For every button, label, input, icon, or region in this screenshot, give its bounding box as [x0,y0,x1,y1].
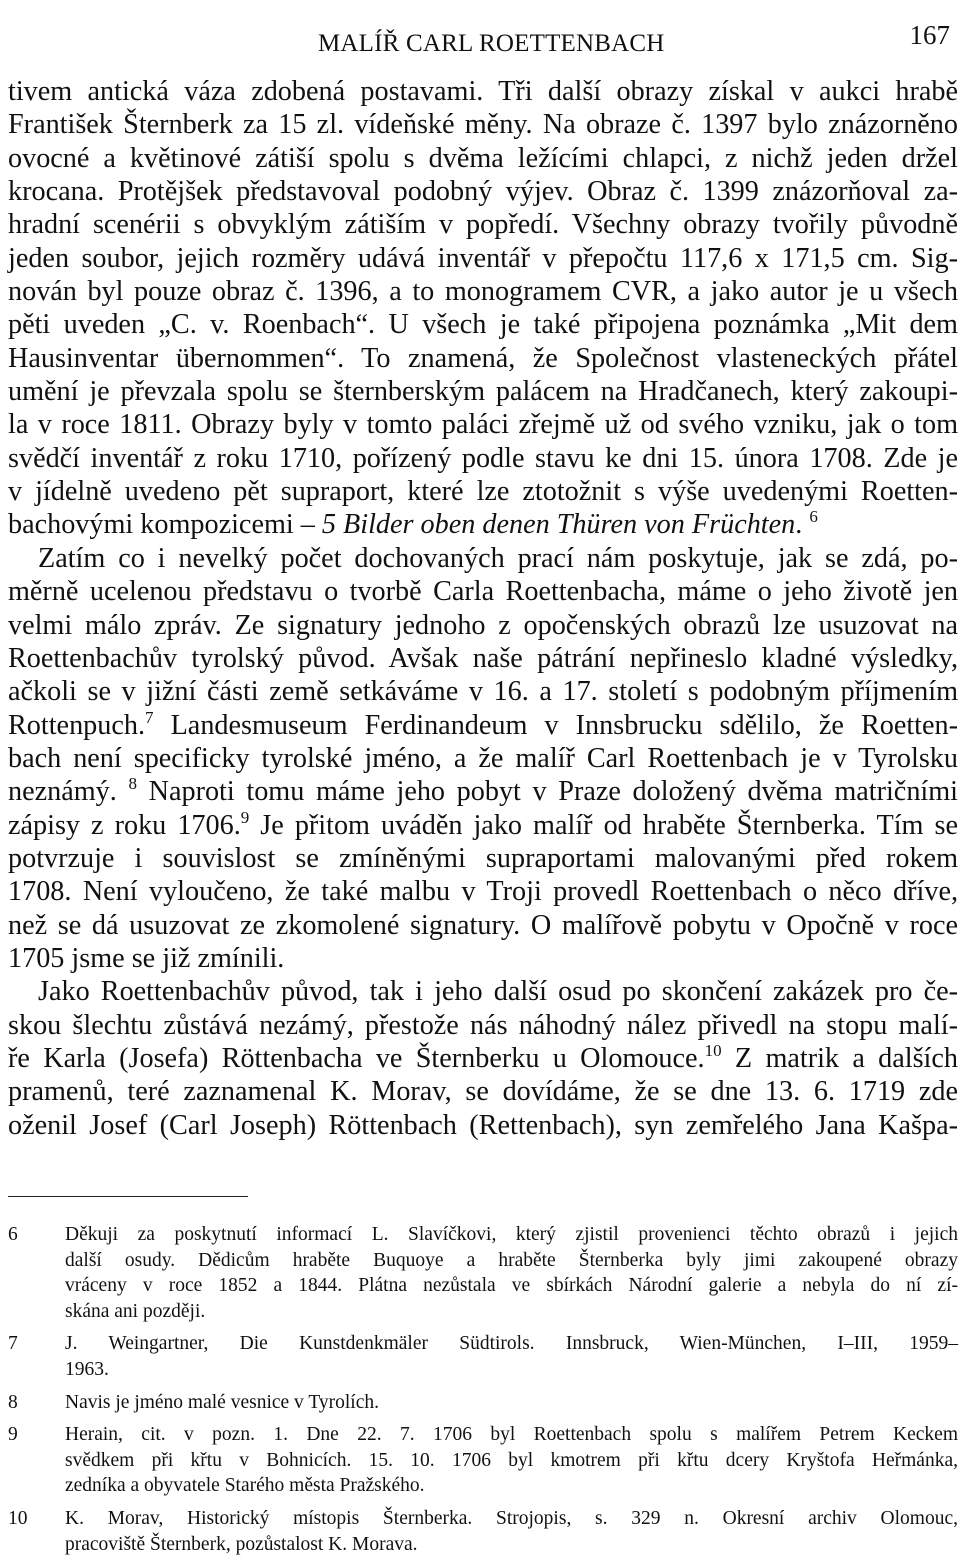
footnote-7 [8,1331,958,1382]
text-segment: Je přitom uváděn jako malíř od hraběte Šternberka. Tím se [249,809,958,841]
footnote-line: zedníka a obyvatele Starého města Pražského. [65,1475,425,1497]
text-segment: ře Karla (Josefa) Röttenbacha ve Šternberku u Olomouce. [8,1042,705,1074]
footnote-text [65,1390,958,1416]
footnote-ref-6: 6 [809,507,818,527]
footnote-number: 10 [8,1507,28,1529]
footnote-6 [8,1222,958,1324]
footnote-9 [8,1422,958,1499]
text-line [8,508,958,541]
footnotes [8,1222,958,1557]
text-segment: . [795,509,810,541]
footnote-number: 7 [8,1333,18,1355]
text-line: než se dá usuzovat ze zkomolené signatury. O malířově pobytu v Opočně v roce [8,909,958,941]
main-text [8,75,958,1142]
footnote-line: pracoviště Šternberk, pozůstalost K. Morava. [65,1533,418,1555]
text-line [8,809,958,842]
running-title: MALÍŘ CARL ROETTENBACH [318,30,665,57]
footnote-line: skána ani později. [65,1300,206,1322]
footnote-number: 8 [8,1391,18,1413]
footnote-line: Herain, cit. v pozn. 1. Dne 22. 7. 1706 byl Roettenbach spolu s malířem Petrem Keckem [65,1424,958,1446]
page-header [0,20,960,64]
footnote-ref-9: 9 [240,807,250,827]
text-line: Roettenbachův tyrolský původ. Avšak naše pátrání nepřineslo kladné výsledky, [8,642,958,674]
footnote-number: 9 [8,1424,18,1446]
text-line: v jídelně uvedeno pět supraport, které lze ztotožnit s výše uvedenými Roetten- [8,476,958,508]
text-line: pěti uveden „C. v. Roenbach“. U všech je také připojena poznámka „Mit dem [8,309,958,341]
text-segment: Rottenpuch. [8,709,146,741]
text-segment: Z matrik a dalších [721,1042,958,1074]
text-segment: zápisy z roku 1706. [8,809,241,841]
text-line: potvrzuje i souvislost se zmíněnými supraportami malovanými před rokem [8,842,958,874]
text-line: Zatím co i nevelký počet dochovaných prací nám poskytuje, jak se zdá, po- [38,542,958,574]
footnote-text [65,1331,958,1382]
text-line: hradní scenérii s obvyklým zátiším v popředí. Všechny obrazy tvořily původně [8,209,958,241]
text-line: 1708. Není vyloučeno, že také malbu v Troji provedl Roettenbach o něco dříve, [8,876,958,908]
text-line: Jako Roettenbachův původ, tak i jeho další osud po skončení zakázek pro če- [38,976,958,1008]
text-line: František Šternberk za 15 zl. vídeňské měny. Na obraze č. 1397 bylo znázorněno [8,109,958,141]
text-line: 1705 jsme se již zmínili. [8,942,285,974]
text-segment: Naproti tomu máme jeho pobyt v Praze doložený dvěma matričními [136,776,958,808]
text-line [8,709,958,742]
text-line: tivem antická váza zdobená postavami. Tři další obrazy získal v aukci hrabě [8,76,958,107]
footnote-10 [8,1506,958,1557]
text-line: ovocné a květinové zátiší spolu s dvěma ležícími chlapci, z nichž jeden držel [8,142,958,174]
text-line: oženil Josef (Carl Joseph) Röttenbach (Rettenbach), syn zemřelého Jana Kašpa- [8,1109,958,1141]
footnote-line: 1963. [65,1358,109,1380]
text-line: ačkoli se v jižní části země setkáváme v 16. a 17. století s podobným příjmením [8,676,958,708]
text-line [8,775,958,808]
text-segment: neznámý. [8,776,129,808]
footnote-line: další osudy. Dědicům hraběte Buquoye a hraběte Šternberka byly jimi zakoupené obrazy [65,1249,958,1271]
footnote-line: Navis je jméno malé vesnice v Tyrolích. [65,1391,379,1413]
text-line: pramenů, teré zaznamenal K. Morav, se dovídáme, že se dne 13. 6. 1719 zde [8,1076,958,1108]
footnote-ref-7: 7 [145,707,154,727]
footnote-line: Děkuji za poskytnutí informací L. Slavíčkovi, který zjistil provenienci těchto obrazů i jejich [65,1224,958,1245]
text-line [8,1042,958,1075]
footnote-line: J. Weingartner, Die Kunstdenkmäler Südtirols. Innsbruck, Wien-München, I–III, 1959– [65,1333,958,1355]
text-line: měrně ucelenou představu o tvorbě Carla Roettenbacha, máme o jeho životě jen [8,576,958,608]
footnote-text [65,1222,958,1324]
footnote-8 [8,1390,958,1416]
footnote-text [65,1422,958,1499]
footnote-text [65,1506,958,1557]
footnote-number: 6 [8,1224,18,1245]
footnote-line: svědkem při křtu v Bohnicích. 15. 10. 1706 byl kmotrem při křtu dcery Kryštofa Heřmánka, [65,1449,958,1471]
text-line: nován byl pouze obraz č. 1396, a to monogramem CVR, a jako autor je u všech [8,276,958,308]
text-line: bach není specificky tyrolské jméno, a že malíř Carl Roettenbach je v Tyrolsku [8,742,958,774]
text-segment: Landesmuseum Ferdinandeum v Innsbrucku sdělilo, že Roetten- [153,709,958,741]
footnote-divider [8,1196,248,1197]
text-segment: bachovými kompozicemi – [8,509,315,541]
footnote-line: K. Morav, Historický místopis Šternberka. Strojopis, s. 329 n. Okresní archiv Olomouc, [65,1507,958,1529]
footnote-ref-8: 8 [128,774,137,794]
text-line: umění je převzala spolu se šternberským palácem na Hradčanech, který zakoupi- [8,376,958,408]
text-line: jeden soubor, jejich rozměry udává inventář v přepočtu 117,6 x 171,5 cm. Sig- [8,242,958,274]
text-line: skou šlechtu zůstává nezámý, přestože nás náhodný nález přivedl na stopu malí- [8,1009,958,1041]
page-number: 167 [909,20,950,50]
text-line: Hausinventar übernommen“. To znamená, že Společnost vlasteneckých přátel [8,342,958,374]
text-line: la v roce 1811. Obrazy byly v tomto paláci zřejmě už od svého vzniku, jak o tom [8,409,958,441]
footnote-line: vráceny v roce 1852 a 1844. Plátna nezůstala ve sbírkách Národní galerie a nebyla do ní zí- [65,1275,958,1297]
quoted-title: 5 Bilder oben denen Thüren von Früchten [321,509,796,541]
footnote-ref-10: 10 [704,1040,722,1060]
text-line: velmi málo zpráv. Ze signatury jednoho z opočenských obrazů lze usuzovat na [8,609,958,641]
text-line: krocana. Protějšek představoval podobný výjev. Obraz č. 1399 znázorňoval za- [8,176,958,208]
text-line: svědčí inventář z roku 1710, pořízený podle stavu ke dni 15. února 1708. Zde je [8,442,958,474]
